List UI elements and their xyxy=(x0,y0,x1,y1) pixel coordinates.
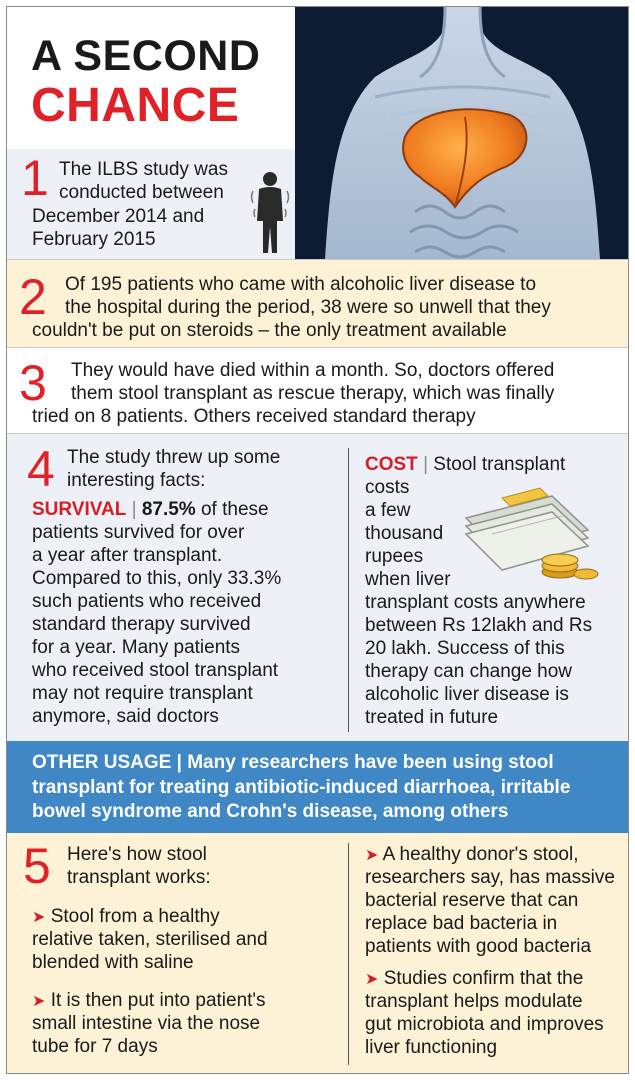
arrow-icon: ➤ xyxy=(32,993,46,1010)
other-usage-line: bowel syndrome and Crohn's disease, among others xyxy=(32,801,509,822)
cost-separator: | xyxy=(423,454,428,475)
point-4 xyxy=(7,433,628,741)
point-2-line: Of 195 patients who came with alcoholic liver disease to xyxy=(65,274,537,295)
bullet-line: tube for 7 days xyxy=(32,1036,158,1057)
point-1-line: The ILBS study was xyxy=(59,159,228,180)
survival-line: who received stool transplant xyxy=(32,660,279,681)
survival-stat: 87.5% xyxy=(141,499,196,520)
survival-line: may not require transplant xyxy=(32,683,253,704)
survival-line: standard therapy survived xyxy=(32,614,251,635)
survival-line: such patients who received xyxy=(32,591,262,612)
cost-line: alcoholic liver disease is xyxy=(365,684,569,705)
point-number: 2 xyxy=(19,269,47,325)
cost-line: when liver xyxy=(365,569,451,590)
cost-line: therapy can change how xyxy=(365,661,573,682)
other-usage-label: OTHER USAGE | xyxy=(32,752,182,773)
point-3-line: tried on 8 patients. Others received standard therapy xyxy=(32,406,476,427)
point-2-line: the hospital during the period, 38 were so unwell that they xyxy=(65,297,551,318)
bullet-line: transplant helps modulate xyxy=(365,991,583,1012)
bullet-line: bacterial reserve that can xyxy=(365,890,579,911)
column-divider xyxy=(348,448,349,732)
cost-line: thousand xyxy=(365,523,444,544)
bullet-line: researchers say, has massive xyxy=(365,867,615,888)
bullet-line: relative taken, sterilised and xyxy=(32,929,268,950)
cost-line: costs xyxy=(365,477,410,498)
bullet-line: blended with saline xyxy=(32,952,194,973)
survival-line: Compared to this, only 33.3% xyxy=(32,568,282,589)
cost-line: between Rs 12lakh and Rs xyxy=(365,615,593,636)
infographic xyxy=(6,6,629,1074)
point-3 xyxy=(7,347,628,433)
arrow-icon: ➤ xyxy=(365,971,379,988)
point-5-intro: transplant works: xyxy=(67,867,211,888)
point-4-intro: interesting facts: xyxy=(67,470,206,491)
bullet-line: ➤ Studies confirm that the xyxy=(365,968,584,989)
cost-label: COST xyxy=(365,454,418,475)
title-line-2: CHANCE xyxy=(31,79,240,132)
torso-liver-icon xyxy=(295,7,628,259)
survival-line: for a year. Many patients xyxy=(32,637,241,658)
survival-first-text: of these xyxy=(200,499,269,520)
survival-line: a year after transplant. xyxy=(32,545,223,566)
point-3-line: They would have died within a month. So, doctors offered xyxy=(71,360,555,381)
survival-separator: | xyxy=(131,499,137,520)
bullet-line: ➤ Stool from a healthy xyxy=(32,906,220,927)
cost-first-text: Stool transplant xyxy=(433,454,566,475)
other-usage-first-line xyxy=(32,751,554,774)
person-icon xyxy=(250,169,290,257)
other-usage-first-text: Many researchers have been using stool xyxy=(187,752,554,773)
point-3-line: them stool transplant as rescue therapy, which was finally xyxy=(71,383,555,404)
point-number: 4 xyxy=(27,441,55,497)
point-2-line: couldn't be put on steroids – the only treatment available xyxy=(32,320,507,341)
bullet-line: liver functioning xyxy=(365,1037,498,1058)
bullet-line: ➤ A healthy donor's stool, xyxy=(365,844,579,865)
point-number: 1 xyxy=(21,150,49,206)
cost-line: rupees xyxy=(365,546,424,567)
bullet-line: patients with good bacteria xyxy=(365,936,592,957)
point-5-intro: Here's how stool xyxy=(67,844,207,865)
other-usage-line: transplant for treating antibiotic-induced diarrhoea, irritable xyxy=(32,777,571,798)
survival-label: SURVIVAL xyxy=(32,499,127,520)
cost-line: transplant costs anywhere xyxy=(365,592,586,613)
bullet-line: gut microbiota and improves xyxy=(365,1014,604,1035)
point-1-line: conducted between xyxy=(59,182,224,203)
point-5 xyxy=(7,833,628,1074)
point-4-intro: The study threw up some xyxy=(67,447,281,468)
cost-line: 20 lakh. Success of this xyxy=(365,638,565,659)
cost-line: a few xyxy=(365,500,411,521)
survival-first-line xyxy=(32,498,269,521)
column-divider xyxy=(348,843,349,1065)
point-1-line: February 2015 xyxy=(32,229,156,250)
point-number: 3 xyxy=(19,355,47,411)
survival-line: anymore, said doctors xyxy=(32,706,219,727)
arrow-icon: ➤ xyxy=(365,847,379,864)
point-number: 5 xyxy=(23,838,51,894)
title-line-1: A SECOND xyxy=(31,32,261,80)
cost-first-line xyxy=(365,453,565,476)
survival-line: patients survived for over xyxy=(32,522,245,543)
bullet-line: small intestine via the nose xyxy=(32,1013,261,1034)
bullet-line: ➤ It is then put into patient's xyxy=(32,990,266,1011)
bullet-line: replace bad bacteria in xyxy=(365,913,558,934)
arrow-icon: ➤ xyxy=(32,909,46,926)
point-2 xyxy=(7,259,628,347)
cost-line: treated in future xyxy=(365,707,499,728)
money-icon xyxy=(462,478,602,584)
point-1-line: December 2014 and xyxy=(32,206,205,227)
other-usage-band xyxy=(7,741,628,833)
